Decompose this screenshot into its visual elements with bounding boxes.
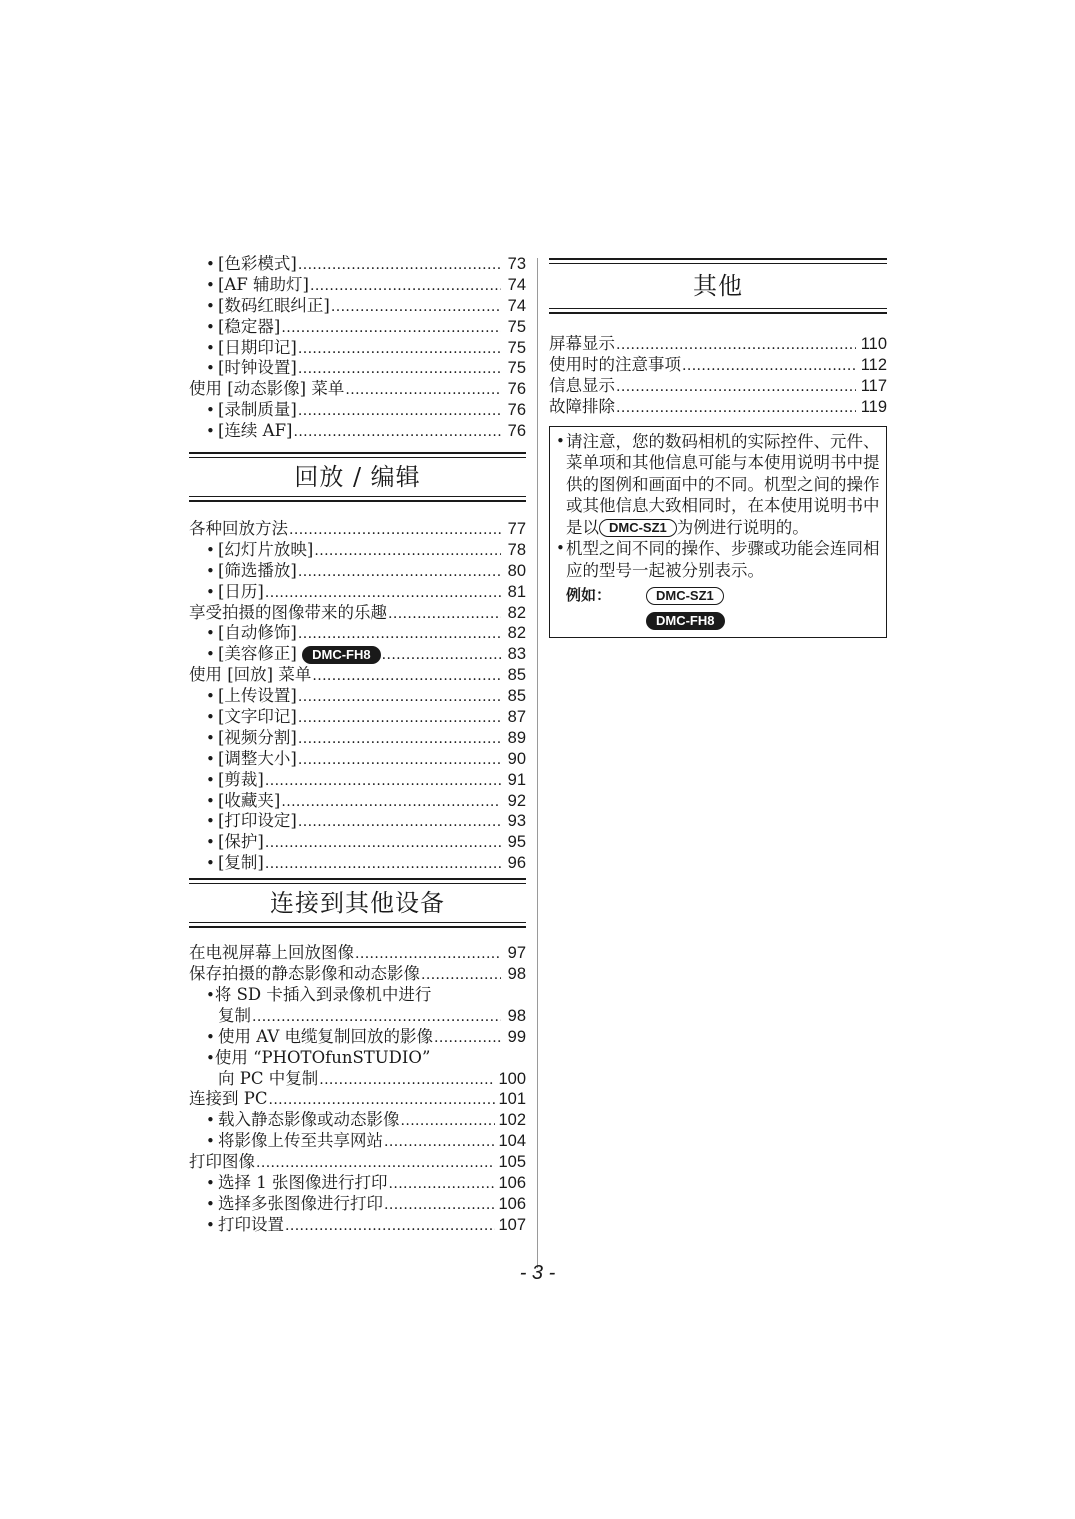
toc-entry-label: 各种回放方法 [189,519,288,539]
toc-entry-label: 打印图像 [189,1152,255,1172]
toc-entry-page: 97 [507,944,526,963]
toc-entry [189,985,526,1006]
toc-entry-label: 将 SD 卡插入到录像机中进行 [214,984,432,1004]
toc-entry [189,1131,526,1152]
bullet: • [206,561,215,580]
model-badge-fh8: DMC-FH8 [302,646,381,664]
toc-entry-label: 屏幕显示 [549,334,615,353]
toc-entry-page: 89 [507,728,526,747]
bullet: • [206,1027,215,1046]
bullet: • [206,540,215,559]
toc-entry-page: 104 [498,1132,526,1151]
section-header-connect [189,878,526,928]
section-rule-bottom [189,922,526,928]
toc-entry-page: 74 [507,275,526,294]
bullet: • [206,1132,215,1151]
toc-entry-page: 110 [860,335,887,353]
toc-entry [549,355,887,376]
notice-item [556,538,880,581]
toc-entry-page: 91 [507,770,526,789]
toc-entry [189,665,526,686]
toc-entry-page: 106 [498,1194,526,1213]
toc-entry-page: 85 [507,666,526,685]
bullet: • [206,1194,215,1213]
bullet: • [206,401,215,420]
toc-entry [189,421,526,442]
bullet: • [206,275,215,294]
notice-box [549,426,887,639]
toc-entry-page: 75 [507,359,526,378]
bullet: • [206,645,215,664]
toc-entry-label: [数码红眼纠正] [218,295,330,315]
toc-entry [189,644,526,665]
toc-entry-label: 连接到 PC [189,1089,268,1109]
toc-entry-label: [连续 AF] [218,421,293,441]
toc-entry-page: 81 [507,582,526,601]
toc-list-other [549,334,887,418]
bullet: • [206,708,215,727]
toc-entry [189,519,526,540]
toc-entry-label: [文字印记] [218,707,297,727]
toc-entry-label: 使用 “PHOTOfunSTUDIO” [214,1047,431,1067]
toc-entry-label: 复制 [218,1005,251,1025]
bullet: • [206,728,215,747]
dot-leader [310,276,501,297]
toc-entry-label: 使用 AV 电缆复制回放的影像 [218,1026,433,1046]
toc-entry-label: 使用 [回放] 菜单 [189,665,312,685]
toc-entry-page: 92 [507,791,526,810]
dot-leader [281,792,501,813]
dot-leader [268,1090,495,1111]
toc-entry [189,791,526,812]
bullet: • [206,624,215,643]
example-badges [646,585,725,631]
bullet: • [206,770,215,789]
dot-leader [355,944,501,965]
notice-text: 机型之间不同的操作、步骤或功能会连同相应的型号一起被分别表示。 [566,539,880,580]
left-column [189,254,526,1236]
dot-leader [298,812,501,833]
page-number: - 3 - [519,1262,556,1284]
toc-entry-label: 保存拍摄的静态影像和动态影像 [189,964,420,984]
dot-leader [298,255,501,276]
toc-entry-page: 93 [507,812,526,831]
toc-entry-label: [筛选播放] [218,560,297,580]
bullet: • [206,687,215,706]
section-rule-bottom [189,496,526,502]
dot-leader [389,1174,496,1195]
toc-entry [189,749,526,770]
toc-entry-label: [打印设定] [218,811,297,831]
toc-list-playback [189,519,526,874]
toc-entry-page: 76 [507,422,526,441]
section-title-connect: 连接到其他设备 [270,889,445,918]
bullet: • [206,338,215,357]
toc-entry-page: 83 [507,645,526,664]
toc-entry-label: [录制质量] [218,400,297,420]
notice-text [566,431,880,539]
toc-entry-label: 将影像上传至共享网站 [218,1131,383,1151]
toc-entry [189,811,526,832]
toc-entry-label: 载入静态影像或动态影像 [218,1110,400,1130]
notice-example [556,585,880,631]
dot-leader [388,604,501,625]
bullet: • [206,255,215,273]
toc-entry-page: 80 [507,561,526,580]
model-badge-fh8: DMC-FH8 [646,612,725,630]
model-badge-sz1: DMC-SZ1 [599,519,677,537]
toc-entry-label: 选择多张图像进行打印 [218,1193,383,1213]
bullet: • [206,1173,215,1192]
dot-leader [285,1216,495,1237]
notice-text-part: 请注意，您的数码相机的实际控件、元件、菜单项和其他信息可能与本使用说明书中提供的图例和画面中的不同。机型之间的操作或其他信息大致相同时，在本使用说明书中是以 [566,431,880,537]
dot-leader [319,1070,495,1091]
toc-entry-page: 75 [507,338,526,357]
toc-entry-page: 100 [498,1069,526,1088]
toc-entry-label: 故障排除 [549,396,615,416]
dot-leader [252,1007,501,1028]
toc-entry [189,1027,526,1048]
toc-entry-label: [复制] [218,853,264,873]
bullet: • [206,1048,215,1067]
toc-entry-page: 106 [498,1173,526,1192]
example-label: 例如： [566,586,612,605]
toc-entry [189,1048,526,1069]
bullet: • [206,359,215,378]
dot-leader [298,562,501,583]
dot-leader [421,965,501,986]
toc-entry [189,582,526,603]
toc-entry [189,296,526,317]
toc-entry-label: 使用 [动态影像] 菜单 [189,379,345,399]
toc-entry-page: 73 [507,255,526,273]
toc-entry [189,561,526,582]
toc-entry-page: 98 [507,1006,526,1025]
toc-entry-label: [收藏夹] [218,790,281,810]
section-rule-bottom [549,308,887,314]
toc-entry-page: 101 [498,1090,526,1109]
toc-entry [189,686,526,707]
bullet: • [206,791,215,810]
toc-entry-page: 74 [507,296,526,315]
toc-entry-label: [日历] [218,581,264,601]
toc-entry [189,1215,526,1236]
toc-entry [189,1152,526,1173]
toc-entry [189,317,526,338]
toc-entry [189,338,526,359]
toc-entry-label: [上传设置] [218,686,297,706]
section-title-playback: 回放 / 编辑 [294,463,421,492]
toc-entry-label: 信息显示 [549,375,615,395]
toc-entry [189,1110,526,1131]
toc-entry-label: [AF 辅助灯] [218,274,309,294]
dot-leader [298,729,501,750]
dot-leader [682,356,856,377]
toc-entry [189,853,526,874]
bullet: • [206,985,215,1004]
section-header-playback [189,452,526,502]
toc-entry-page: 99 [507,1027,526,1046]
dot-leader [382,645,501,666]
dot-leader [331,297,501,318]
dot-leader [384,1195,495,1216]
toc-entry-page: 85 [507,687,526,706]
dot-leader [298,359,501,380]
toc-entry [189,603,526,624]
bullet: • [206,833,215,852]
toc-entry-page: 82 [507,603,526,622]
toc-entry-label: [稳定器] [218,316,281,336]
toc-entry-page: 98 [507,965,526,984]
toc-entry-label: [调整大小] [218,748,297,768]
toc-entry-label: [剪裁] [218,769,264,789]
toc-entry [189,1173,526,1194]
toc-entry-page: 82 [507,624,526,643]
bullet: • [206,317,215,336]
toc-entry [549,376,887,397]
dot-leader [289,520,501,541]
toc-list-connect [189,943,526,1235]
toc-entry-label: [色彩模式] [218,254,297,273]
dot-leader [281,318,501,339]
toc-entry-page: 77 [507,520,526,539]
toc-entry-page: 75 [507,317,526,336]
toc-entry-page: 112 [860,355,887,374]
toc-entry [189,275,526,296]
toc-entry [189,770,526,791]
toc-entry-page: 87 [507,708,526,727]
toc-entry [189,1069,526,1090]
column-divider [537,258,538,1268]
dot-leader [616,398,856,419]
notice-bullet: • [556,431,565,450]
toc-entry [189,943,526,964]
model-badge-sz1: DMC-SZ1 [646,587,724,605]
dot-leader [265,833,501,854]
notice-text-part: 为例进行说明的。 [676,517,809,537]
toc-entry [189,400,526,421]
toc-entry-page: 105 [498,1153,526,1172]
dot-leader [298,708,501,729]
toc-entry-label: [视频分割] [218,727,297,747]
toc-list-recording-cont [189,254,526,442]
toc-entry [189,540,526,561]
toc-entry [189,254,526,275]
toc-entry-label: [保护] [218,832,264,852]
toc-entry [549,334,887,355]
toc-entry [189,1006,526,1027]
notice-item [556,431,880,539]
dot-leader [312,666,501,687]
toc-entry-page: 96 [507,854,526,873]
toc-entry-page: 119 [860,397,887,416]
bullet: • [206,854,215,873]
dot-leader [298,624,501,645]
toc-entry-page: 90 [507,749,526,768]
toc-entry [189,623,526,644]
toc-entry-label: [美容修正] [218,644,297,664]
toc-entry-page: 117 [860,376,887,395]
dot-leader [314,541,501,562]
toc-entry-label: 在电视屏幕上回放图像 [189,943,354,963]
toc-entry [189,1194,526,1215]
dot-leader [616,377,856,398]
toc-entry [189,1089,526,1110]
dot-leader [265,854,501,875]
toc-entry [189,358,526,379]
dot-leader [293,422,501,443]
dot-leader [384,1132,495,1153]
dot-leader [345,380,501,401]
toc-entry [189,379,526,400]
bullet: • [206,1215,215,1234]
dot-leader [256,1153,495,1174]
toc-entry-label: [时钟设置] [218,358,297,378]
dot-leader [298,687,501,708]
dot-leader [265,771,501,792]
toc-entry-page: 102 [498,1111,526,1130]
toc-entry [189,964,526,985]
toc-entry-label: [幻灯片放映] [218,539,314,559]
toc-entry-label: 打印设置 [218,1214,284,1234]
notice-bullet: • [556,539,565,558]
dot-leader [298,339,501,360]
section-header-other [549,258,887,314]
toc-entry-page: 76 [507,380,526,399]
toc-entry [189,707,526,728]
toc-entry [549,397,887,418]
dot-leader [616,335,856,356]
dot-leader [298,750,501,771]
toc-entry-label: 享受拍摄的图像带来的乐趣 [189,602,387,622]
right-column [549,258,887,638]
toc-entry-label: 向 PC 中复制 [218,1068,319,1088]
bullet: • [206,296,215,315]
toc-entry-label: 选择 1 张图像进行打印 [218,1172,388,1192]
toc-entry-page: 95 [507,833,526,852]
bullet: • [206,422,215,441]
toc-entry-page: 76 [507,401,526,420]
toc-entry-page: 78 [507,540,526,559]
toc-entry-page: 107 [498,1215,526,1234]
toc-entry [189,832,526,853]
dot-leader [434,1028,501,1049]
toc-entry-label: [日期印记] [218,337,297,357]
bullet: • [206,812,215,831]
dot-leader [265,583,501,604]
bullet: • [206,582,215,601]
section-title-other: 其他 [693,272,743,300]
dot-leader [298,401,501,422]
toc-entry-label: [自动修饰] [218,623,297,643]
bullet: • [206,749,215,768]
toc-entry-label: 使用时的注意事项 [549,354,681,374]
toc-entry [189,728,526,749]
dot-leader [401,1111,496,1132]
bullet: • [206,1111,215,1130]
